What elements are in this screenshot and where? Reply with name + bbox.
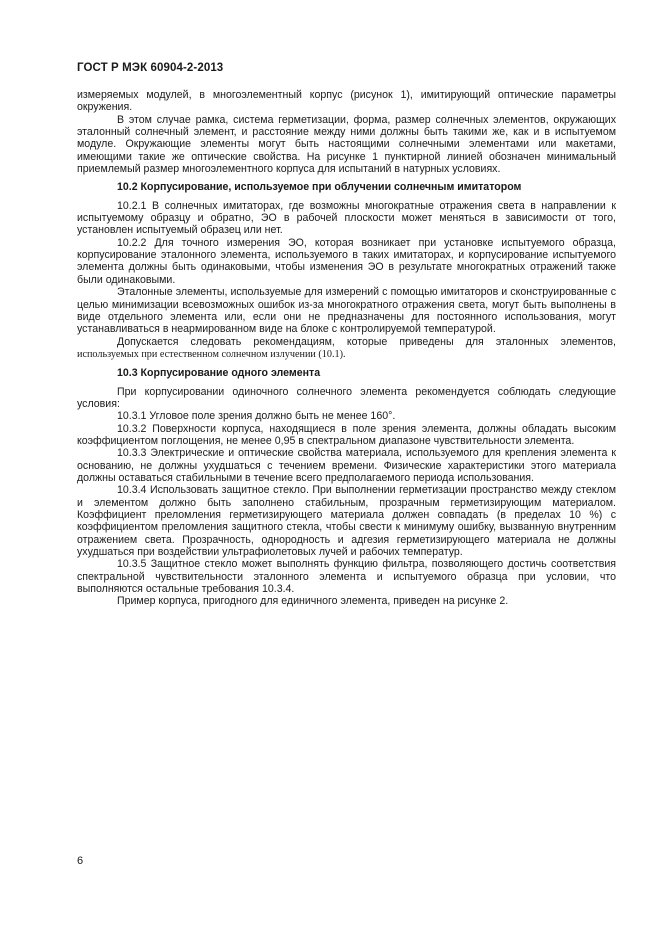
clause-10-2-2: 10.2.2 Для точного измерения ЭО, которая возникает при установке испытуемого образца, корпусирование эталонного элемента, используемого в таких имитаторах, и корпусирование испытуемого элемента должны быть одинаковыми, чтобы изменения ЭО в результате многократных отражений также были одинаковыми. [77,236,616,286]
paragraph: Пример корпуса, пригодного для единичного элемента, приведен на рисунке 2. [117,595,509,608]
section-heading-10-2: 10.2 Корпусирование, используемое при облучении солнечным имитатором [117,181,522,194]
paragraph-continuation: измеряемых модулей, в многоэлементный корпус (рисунок 1), имитирующий оптические параметры окружения. [77,89,616,114]
clause-10-3-5: 10.3.5 Защитное стекло может выполнять функцию фильтра, позволяющего достичь соответствия спектральной чувствительности эталонного элемента и испытуемого образца при условии, что выполняются остальные требования 10.3.4. [77,558,616,596]
document-header: ГОСТ Р МЭК 60904-2-2013 [77,62,224,74]
page-number: 6 [77,855,84,867]
paragraph: При корпусировании одиночного солнечного элемента рекомендуется соблюдать следующие условия: [77,385,616,410]
paragraph [77,336,616,362]
paragraph: В этом случае рамка, система герметизации, форма, размер солнечных элементов, окружающих эталонный солнечный элемент, и расстояние между ними должны быть такими же, как и в испытуемом модуле. Окружающие элементы могут быть настоящими солнечными элементами или макетами, имеющими такие же оптические свойства. На рисунке 1 пунктирной линией обозначен минимальный приемлемый размер многоэлементного корпуса для испытаний в натурных условиях. [77,113,616,176]
section-heading-10-3: 10.3 Корпусирование одного элемента [117,367,321,380]
paragraph-reference-text: используемых при естественном солнечном излучении (10.1). [77,348,346,360]
clause-10-2-1: 10.2.1 В солнечных имитаторах, где возможны многократные отражения света в направлении к испытуемому образцу и обратно, ЭО в рабочей плоскости может меняться в зависимости от того, установлен испытуемый образец или нет. [77,199,616,237]
paragraph: Эталонные элементы, используемые для измерений с помощью имитаторов и сконструированные с целью минимизации всевозможных ошибок из-за многократного отражения света, могут быть выполнены в виде отдельного элемента или, если они не предназначены для постоянного использования, могут устанавливаться в неармированном виде на блоке с контролируемой температурой. [77,286,616,336]
clause-10-3-4: 10.3.4 Использовать защитное стекло. При выполнении герметизации пространство между стеклом и элементом должно быть заполнено стабильным, прозрачным герметизирующим материалом. Коэффициент преломления герметизирующего материала должен совпадать (в пределах 10 %) с коэффициентом преломления защитного стекла, чтобы свести к минимуму ошибку, вызванную внутренним отражением света. Прозрачность, однородность и адгезия герметизирующего материала не должны ухудшаться при воздействии ультрафиолетовых лучей и рабочих температур. [77,484,616,559]
clause-10-3-2: 10.3.2 Поверхности корпуса, находящиеся в поле зрения элемента, должны обладать высоким коэффициентом поглощения, не менее 0,95 в спектральном диапазоне чувствительности элемента. [77,422,616,447]
document-body [77,89,616,608]
paragraph-text: Допускается следовать рекомендациям, которые приведены для эталонных элементов, [117,335,616,348]
clause-10-3-1: 10.3.1 Угловое поле зрения должно быть не менее 160°. [117,410,396,423]
clause-10-3-3: 10.3.3 Электрические и оптические свойства материала, используемого для крепления элемента к основанию, не должны ухудшаться с течением времени. Физические характеристики этого материала должны оставаться стабильными в течение всего предполагаемого периода использования. [77,447,616,484]
